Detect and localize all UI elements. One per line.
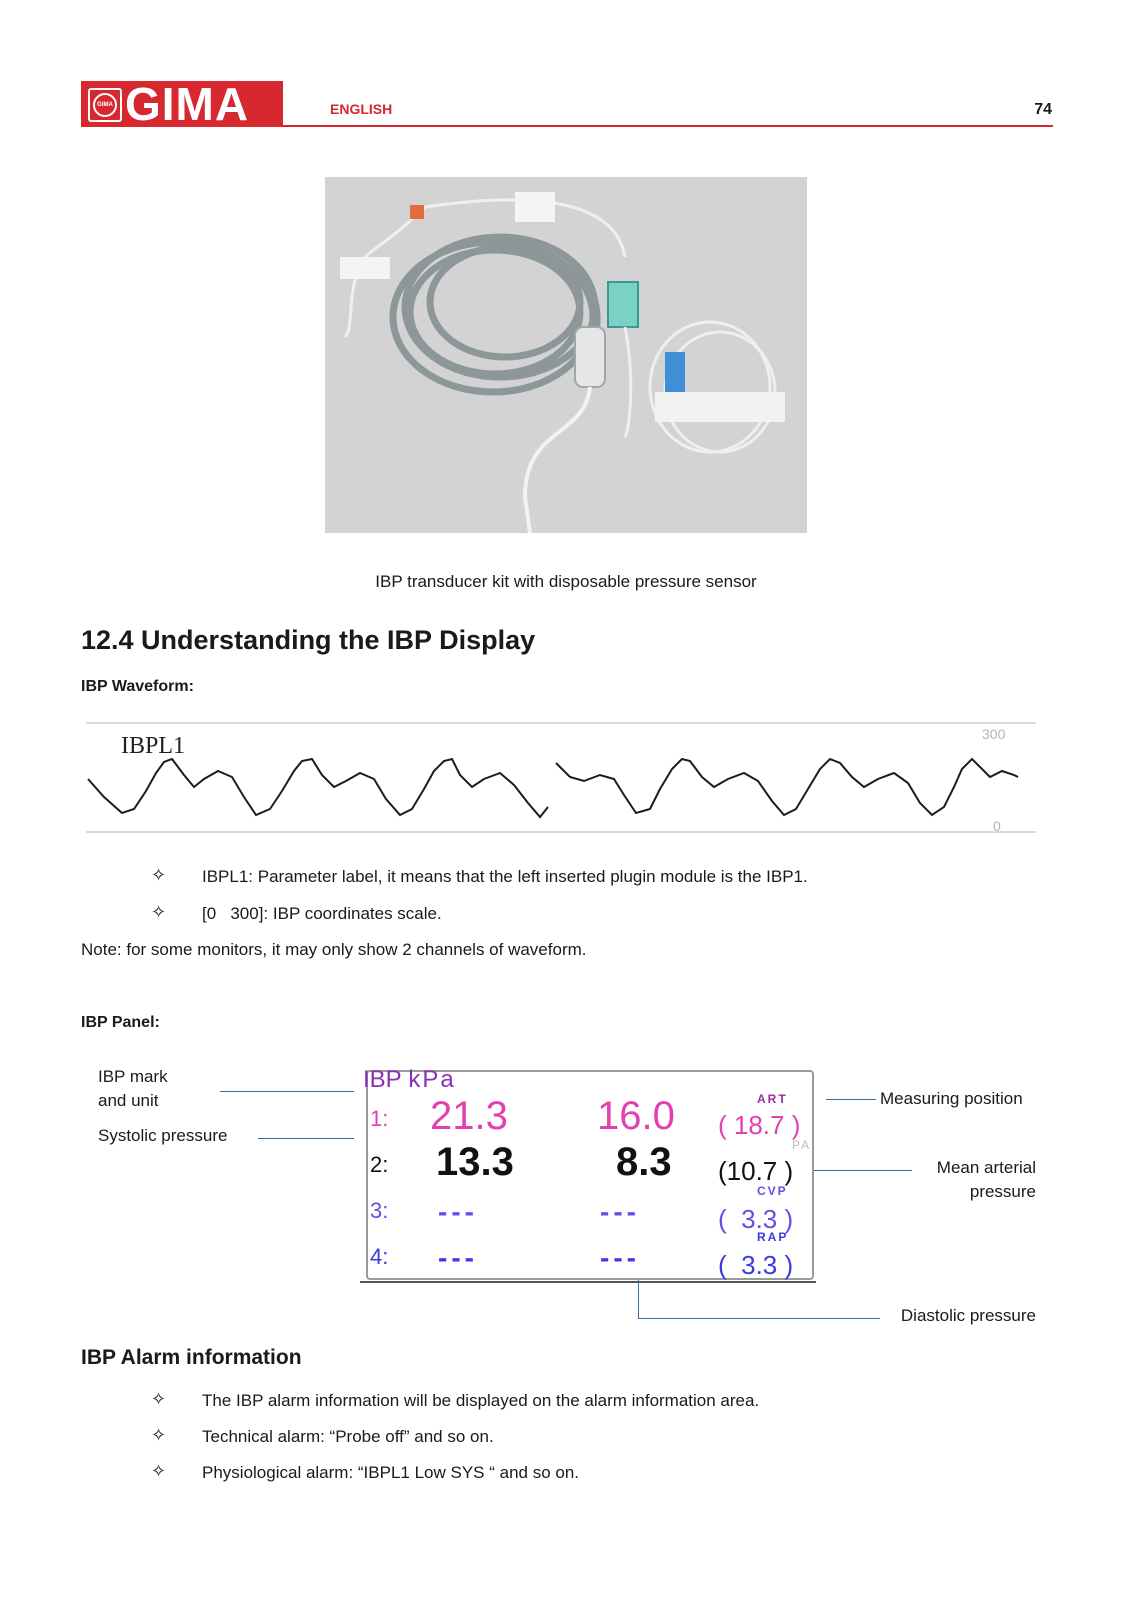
measuring-position-label: PA <box>792 1138 812 1152</box>
note-text: Note: for some monitors, it may only show 2 channels of waveform. <box>81 940 587 959</box>
callout-diastolic: Diastolic pressure <box>900 1306 1036 1325</box>
leader-line <box>826 1099 876 1100</box>
panel-title: IBP kPa <box>363 1066 456 1093</box>
row-index: 4: <box>370 1244 389 1269</box>
logo-text: GIMA <box>125 78 250 130</box>
diastolic-value: --- <box>600 1196 640 1227</box>
ibp-waveform <box>84 717 1038 837</box>
bullet-icon: ✧ <box>151 902 167 922</box>
callout-mean-pressure: Mean arterial pressure <box>936 1158 1036 1201</box>
systolic-value: 13.3 <box>436 1140 514 1184</box>
measuring-position-label: RAP <box>757 1230 789 1244</box>
mean-value: ( 3.3 ) <box>718 1250 794 1280</box>
header-rule <box>283 125 1053 127</box>
callout-mark-unit: IBP mark and unit <box>98 1067 168 1110</box>
measuring-position-label: ART <box>757 1092 788 1106</box>
leader-line <box>808 1170 912 1171</box>
waveform-heading: IBP Waveform: <box>81 678 194 695</box>
callout-measuring-position: Measuring position <box>880 1089 1023 1108</box>
alarm-bullet-3: Physiological alarm: “IBPL1 Low SYS “ and so on. <box>202 1463 580 1482</box>
row-index: 2: <box>370 1152 389 1177</box>
diastolic-value: 16.0 <box>597 1094 675 1138</box>
bullet-icon: ✧ <box>151 1461 167 1481</box>
mean-value: (10.7 ) <box>718 1156 794 1186</box>
bullet-icon: ✧ <box>151 1389 167 1409</box>
language-label: ENGLISH <box>330 101 393 117</box>
leader-line <box>220 1091 354 1092</box>
alarm-bullet-2: Technical alarm: “Probe off” and so on. <box>202 1427 494 1446</box>
systolic-value: --- <box>438 1242 478 1273</box>
waveform-bullet-1: IBPL1: Parameter label, it means that the left inserted plugin module is the IBP1. <box>202 867 808 886</box>
page-number: 74 <box>1034 101 1052 118</box>
callout-systolic: Systolic pressure <box>98 1126 228 1145</box>
mean-value: ( 3.3 ) <box>718 1204 794 1234</box>
alarm-bullet-1: The IBP alarm information will be displayed on the alarm information area. <box>202 1391 760 1410</box>
diastolic-value: --- <box>600 1242 640 1273</box>
waveform-scale-min: 0 <box>993 818 1001 834</box>
bullet-icon: ✧ <box>151 1425 167 1445</box>
row-index: 1: <box>370 1106 389 1131</box>
bullet-icon: ✧ <box>151 865 167 885</box>
ibp-transducer-kit-photo <box>325 177 807 533</box>
measuring-position-label: CVP <box>757 1184 788 1198</box>
diastolic-value: 8.3 <box>616 1140 672 1184</box>
alarm-heading: IBP Alarm information <box>81 1346 302 1369</box>
waveform-bullet-2: [0 300]: IBP coordinates scale. <box>202 904 442 923</box>
leader-line <box>258 1138 354 1139</box>
leader-line <box>638 1318 880 1319</box>
photo-caption: IBP transducer kit with disposable pressure sensor <box>375 572 757 591</box>
panel-heading: IBP Panel: <box>81 1014 160 1031</box>
row-index: 3: <box>370 1198 389 1223</box>
gima-emblem-icon: GIMA <box>88 88 122 122</box>
systolic-value: --- <box>438 1196 478 1227</box>
waveform-label: IBPL1 <box>121 733 186 759</box>
section-title: 12.4 Understanding the IBP Display <box>81 625 536 655</box>
systolic-value: 21.3 <box>430 1094 508 1138</box>
waveform-scale-max: 300 <box>982 726 1006 742</box>
mean-value: ( 18.7 ) <box>718 1110 801 1140</box>
